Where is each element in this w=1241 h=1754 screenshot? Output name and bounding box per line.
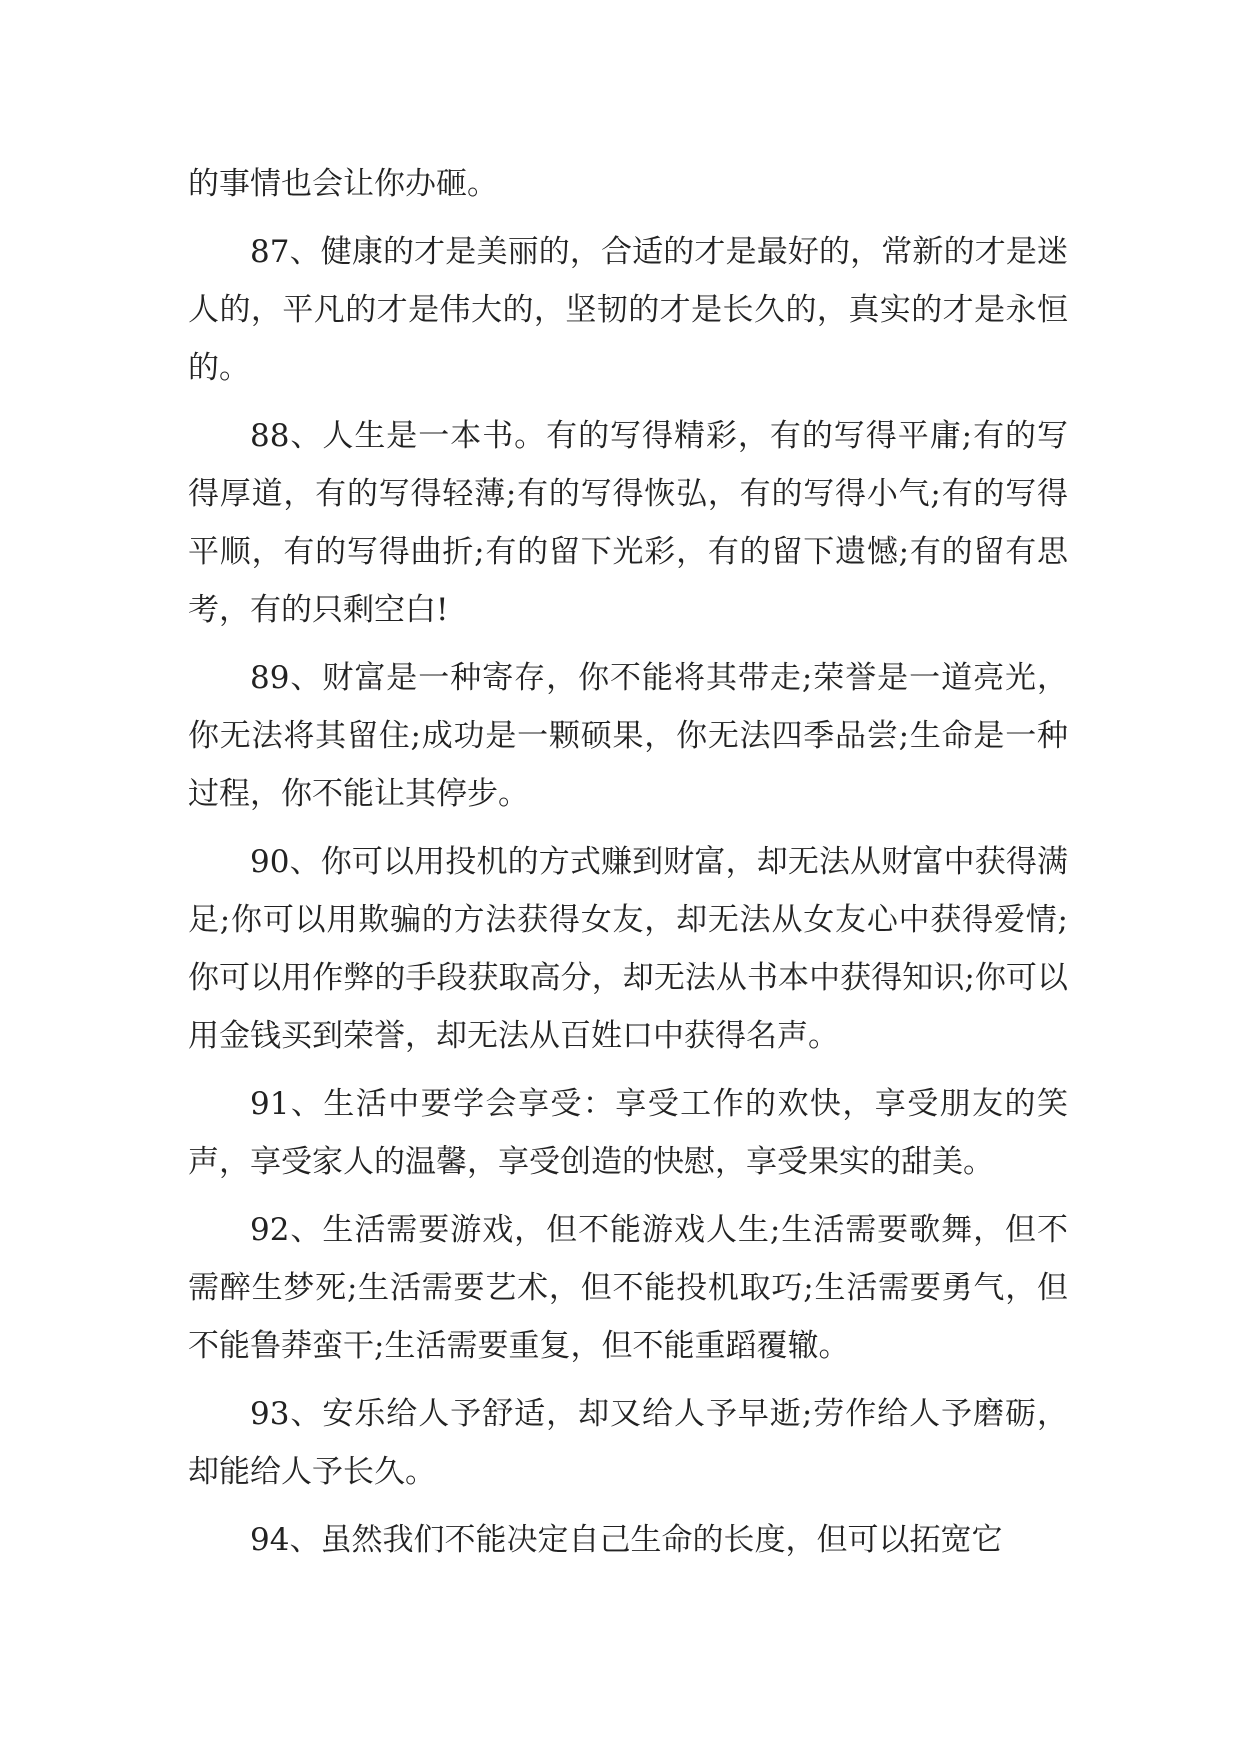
paragraph-89: 89、财富是一种寄存，你不能将其带走;荣誉是一道亮光，你无法将其留住;成功是一颗硕果，你无法四季品尝;生命是一种过程，你不能让其停步。 bbox=[188, 660, 1068, 812]
paragraph-continuation: 的事情也会让你办砸。 bbox=[188, 166, 498, 202]
paragraph-94: 94、虽然我们不能决定自己生命的长度，但可以拓宽它 bbox=[250, 1522, 1003, 1558]
paragraph-92: 92、生活需要游戏，但不能游戏人生;生活需要歌舞，但不需醉生梦死;生活需要艺术，但不能投机取巧;生活需要勇气，但不能鲁莽蛮干;生活需要重复，但不能重蹈覆辙。 bbox=[188, 1212, 1068, 1364]
paragraph-90: 90、你可以用投机的方式赚到财富，却无法从财富中获得满足;你可以用欺骗的方法获得女友，却无法从女友心中获得爱情;你可以用作弊的手段获取高分，却无法从书本中获得知识;你可以用金钱买到荣誉，却无法从百姓口中获得名声。 bbox=[188, 844, 1068, 1054]
paragraph-93: 93、安乐给人予舒适，却又给人予早逝;劳作给人予磨砺，却能给人予长久。 bbox=[188, 1396, 1068, 1490]
paragraph-87: 87、健康的才是美丽的，合适的才是最好的，常新的才是迷人的，平凡的才是伟大的，坚韧的才是长久的，真实的才是永恒的。 bbox=[188, 234, 1068, 386]
paragraph-88: 88、人生是一本书。有的写得精彩，有的写得平庸;有的写得厚道，有的写得轻薄;有的写得恢弘，有的写得小气;有的写得平顺，有的写得曲折;有的留下光彩，有的留下遗憾;有的留有思考，有的只剩空白! bbox=[188, 418, 1068, 628]
document-body bbox=[188, 155, 1068, 1579]
paragraph-91: 91、生活中要学会享受：享受工作的欢快，享受朋友的笑声，享受家人的温馨，享受创造的快慰，享受果实的甜美。 bbox=[188, 1086, 1068, 1180]
